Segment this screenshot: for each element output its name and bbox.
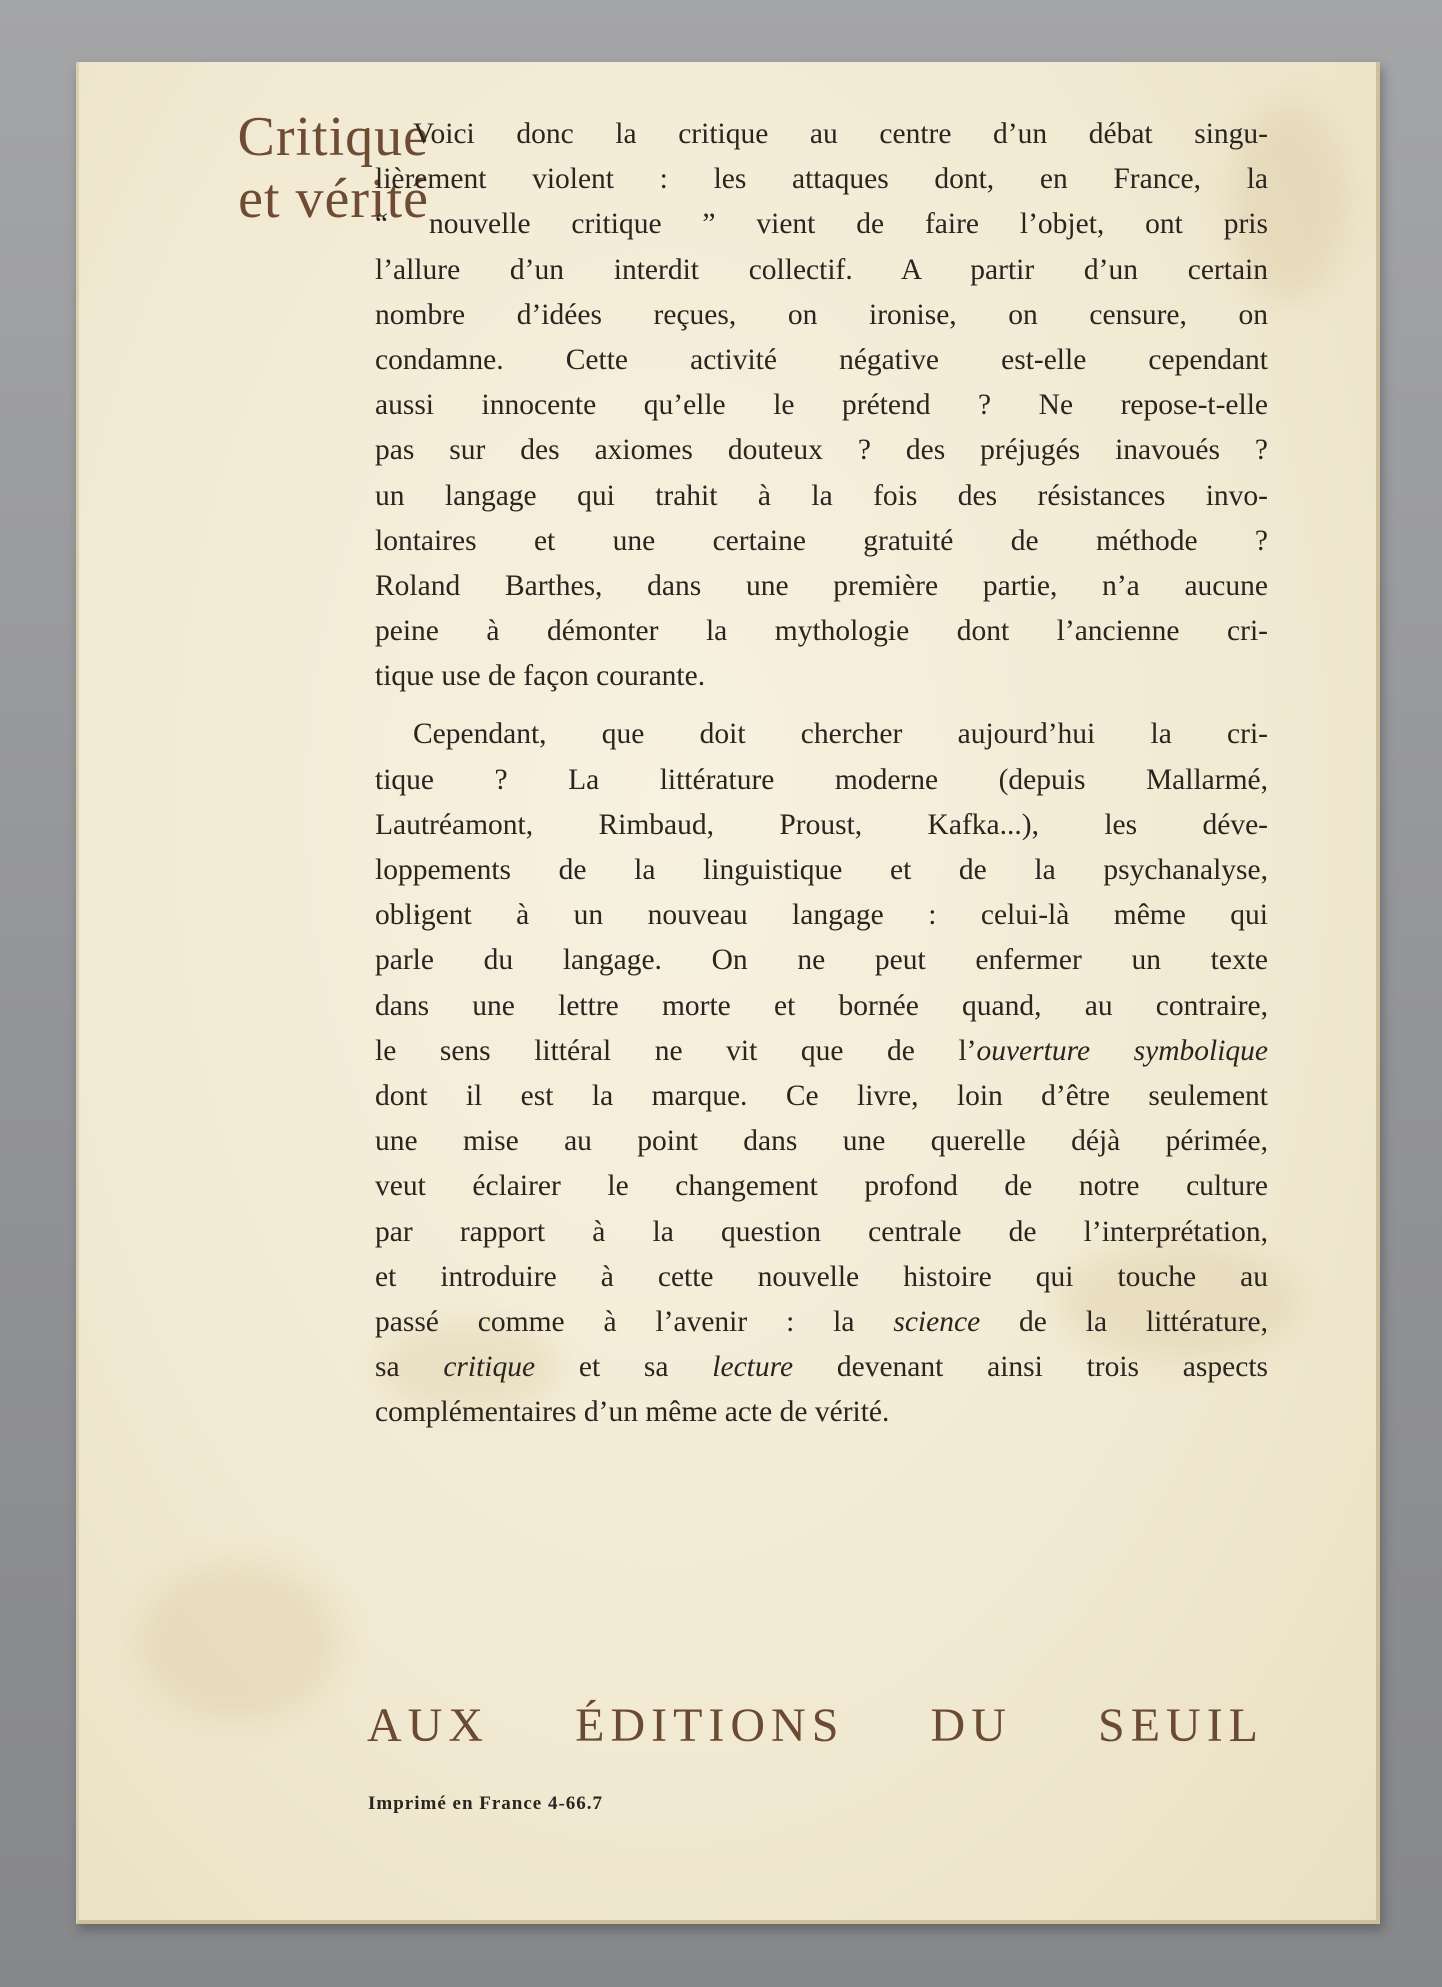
text-line: tique ? La littérature moderne (depuis Mallarmé, [375, 763, 1268, 796]
text-line: complémentaires d’un même acte de vérité. [375, 1396, 890, 1429]
text-run: devenant ainsi trois aspects [793, 1351, 1268, 1384]
text-line: lontaires et une certaine gratuité de méthode ? [375, 524, 1268, 557]
text-line [375, 1300, 1268, 1345]
text-line: lièrement violent : les attaques dont, en France, la [375, 163, 1268, 196]
italic-term: lecture [712, 1351, 794, 1384]
title-line: Critique [237, 106, 429, 168]
text-line: tique use de façon courante. [375, 660, 706, 693]
title-line: et vérité [238, 168, 429, 230]
text-line: aussi innocente qu’elle le prétend ? Ne repose-t-elle [375, 389, 1268, 422]
text-line: Roland Barthes, dans une première partie, n’a aucune [375, 569, 1268, 602]
text-line: dans une lettre morte et bornée quand, au contraire, [375, 989, 1268, 1022]
text-line [375, 1029, 1268, 1074]
text-line: condamne. Cette activité négative est-elle cependant [375, 343, 1268, 376]
text-line: loppements de la linguistique et de la psychanalyse, [375, 854, 1268, 886]
imprint-line: Imprimé en France 4-66.7 [368, 1793, 604, 1814]
italic-term: ouverture symbolique [976, 1034, 1268, 1067]
text-line: et introduire à cette nouvelle histoire qui touche au [375, 1260, 1268, 1293]
italic-term: science [893, 1305, 981, 1338]
text-line: l’allure d’un interdit collectif. A partir d’un certain [375, 253, 1268, 286]
publisher-name: AUX ÉDITIONS DU SEUIL [367, 1699, 1264, 1752]
blurb-text [375, 112, 1268, 1435]
text-line: obligent à un nouveau langage : celui-là même qui [375, 899, 1268, 932]
paragraph-1 [375, 112, 1268, 699]
text-line: “ nouvelle critique ” vient de faire l’objet, ont pris [375, 208, 1268, 241]
text-line: par rapport à la question centrale de l’interprétation, [375, 1215, 1268, 1248]
text-line: veut éclairer le changement profond de notre culture [375, 1170, 1268, 1203]
text-line: une mise au point dans une querelle déjà périmée, [375, 1125, 1268, 1158]
text-line: parle du langage. On ne peut enfermer un texte [375, 944, 1268, 977]
text-line: nombre d’idées reçues, on ironise, on censure, on [375, 298, 1268, 331]
text-line: Cependant, que doit chercher aujourd’hui la cri- [413, 718, 1268, 751]
text-run: et sa [535, 1351, 713, 1384]
text-run: sa [375, 1351, 444, 1384]
italic-term: critique [443, 1351, 536, 1384]
paper-stain [139, 1562, 339, 1722]
text-run: le sens littéral ne vit que de l’ [375, 1034, 977, 1067]
text-line: Lautréamont, Rimbaud, Proust, Kafka...), les déve- [375, 808, 1268, 841]
text-line: un langage qui trahit à la fois des résistances invo- [375, 479, 1268, 512]
paragraph-2 [375, 712, 1268, 1435]
text-line: Voici donc la critique au centre d’un débat singu- [413, 118, 1268, 150]
text-line [375, 1345, 1268, 1390]
text-line: peine à démonter la mythologie dont l’ancienne cri- [375, 615, 1268, 648]
text-run: de la littérature, [980, 1305, 1268, 1338]
text-line: dont il est la marque. Ce livre, loin d’être seulement [375, 1079, 1268, 1112]
text-line: pas sur des axiomes douteux ? des préjugés inavoués ? [375, 434, 1268, 467]
text-run: passé comme à l’avenir : la [375, 1305, 894, 1338]
